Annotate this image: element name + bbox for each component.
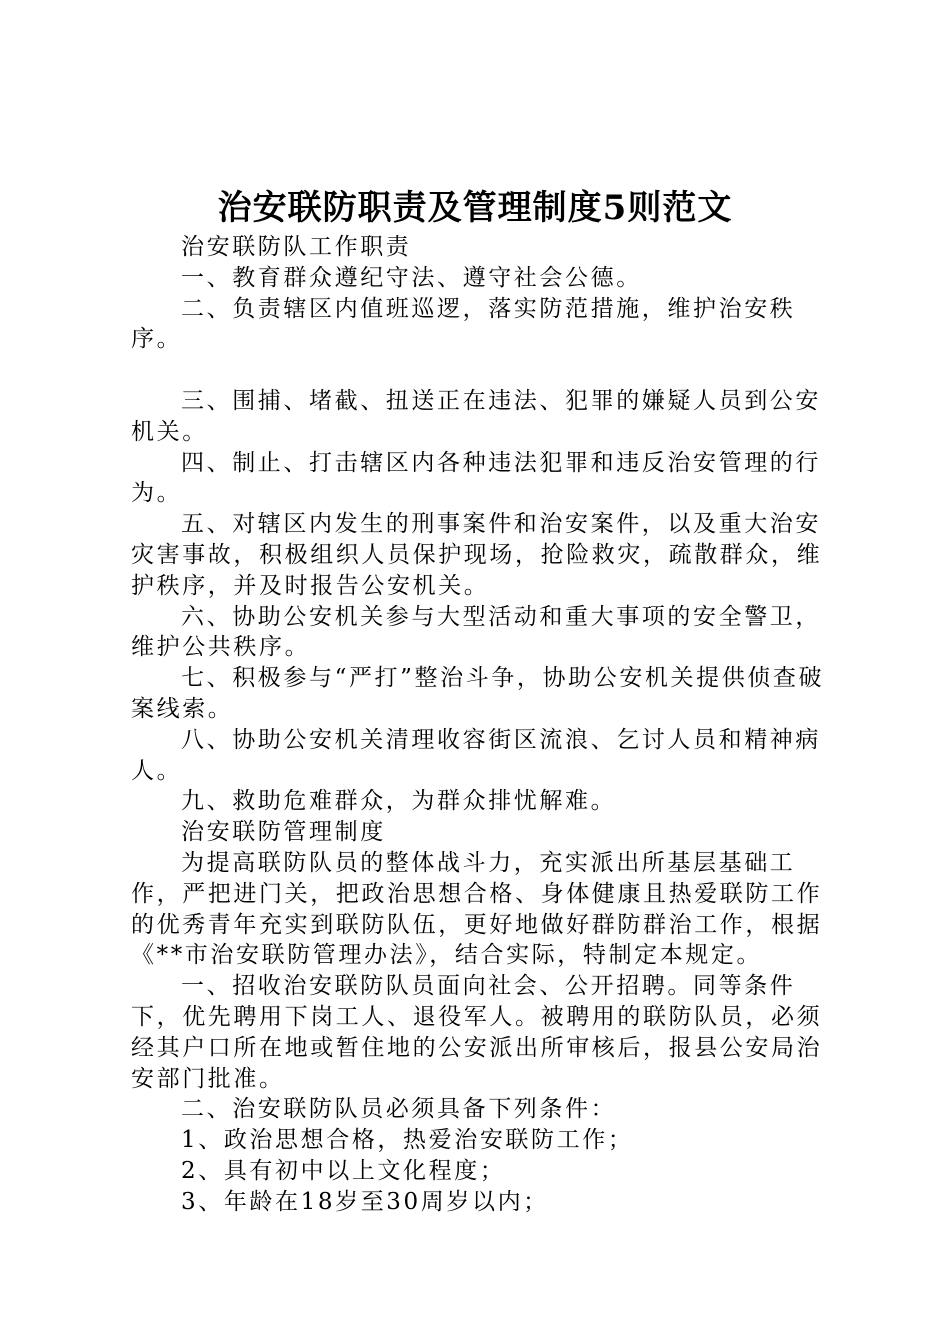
section-heading-duties: 治安联防队工作职责 <box>181 234 412 260</box>
condition-item-2: 2、具有初中以上文化程度； <box>181 1157 506 1184</box>
document-body <box>131 232 843 1218</box>
duty-item-9: 九、救助危难群众，为群众排忧解难。 <box>181 788 617 815</box>
duty-item-7: 七、积极参与“严打”整治斗争，协助公安机关提供侦查破案线索。 <box>131 665 825 722</box>
duty-item-5: 五、对辖区内发生的刑事案件和治安案件，以及重大治安灾害事故，积极组织人员保护现场，抢险救灾，疏散群众，维护秩序，并及时报告公安机关。 <box>131 511 823 599</box>
duty-item-2: 二、负责辖区内值班巡逻，落实防范措施，维护治安秩序。 <box>131 295 796 353</box>
management-intro: 为提高联防队员的整体战斗力，充实派出所基层基础工作，严把进门关，把政治思想合格、身体健康且热爱联防工作的优秀青年充实到联防队伍，更好地做好群防群治工作，根据《**市治安联防管理办法》，结合实际，特制定本规定。 <box>131 849 823 969</box>
management-rule-1: 一、招收治安联防队员面向社会、公开招聘。同等条件下，优先聘用下岗工人、退役军人。被聘用的联防队员，必须经其户口所在地或暂住地的公安派出所审核后，报县公安局治安部门批准。 <box>131 973 823 1092</box>
duty-item-4: 四、制止、打击辖区内各种违法犯罪和违反治安管理的行为。 <box>131 449 821 507</box>
duty-item-1: 一、教育群众遵纪守法、遵守社会公德。 <box>181 264 642 291</box>
document-title: 治安联防职责及管理制度5则范文 <box>217 188 733 228</box>
management-rule-2: 二、治安联防队员必须具备下列条件： <box>181 1096 617 1123</box>
condition-item-1: 1、政治思想合格，热爱治安联防工作； <box>181 1127 634 1154</box>
condition-item-3: 3、年龄在18岁至30周岁以内； <box>181 1188 549 1215</box>
duty-item-3: 三、围捕、堵截、扭送正在违法、犯罪的嫌疑人员到公安机关。 <box>131 387 821 445</box>
duty-item-8: 八、协助公安机关清理收容街区流浪、乞讨人员和精神病人。 <box>131 726 821 784</box>
duty-item-6: 六、协助公安机关参与大型活动和重大事项的安全警卫，维护公共秩序。 <box>131 603 821 661</box>
section-heading-management: 治安联防管理制度 <box>181 819 386 846</box>
